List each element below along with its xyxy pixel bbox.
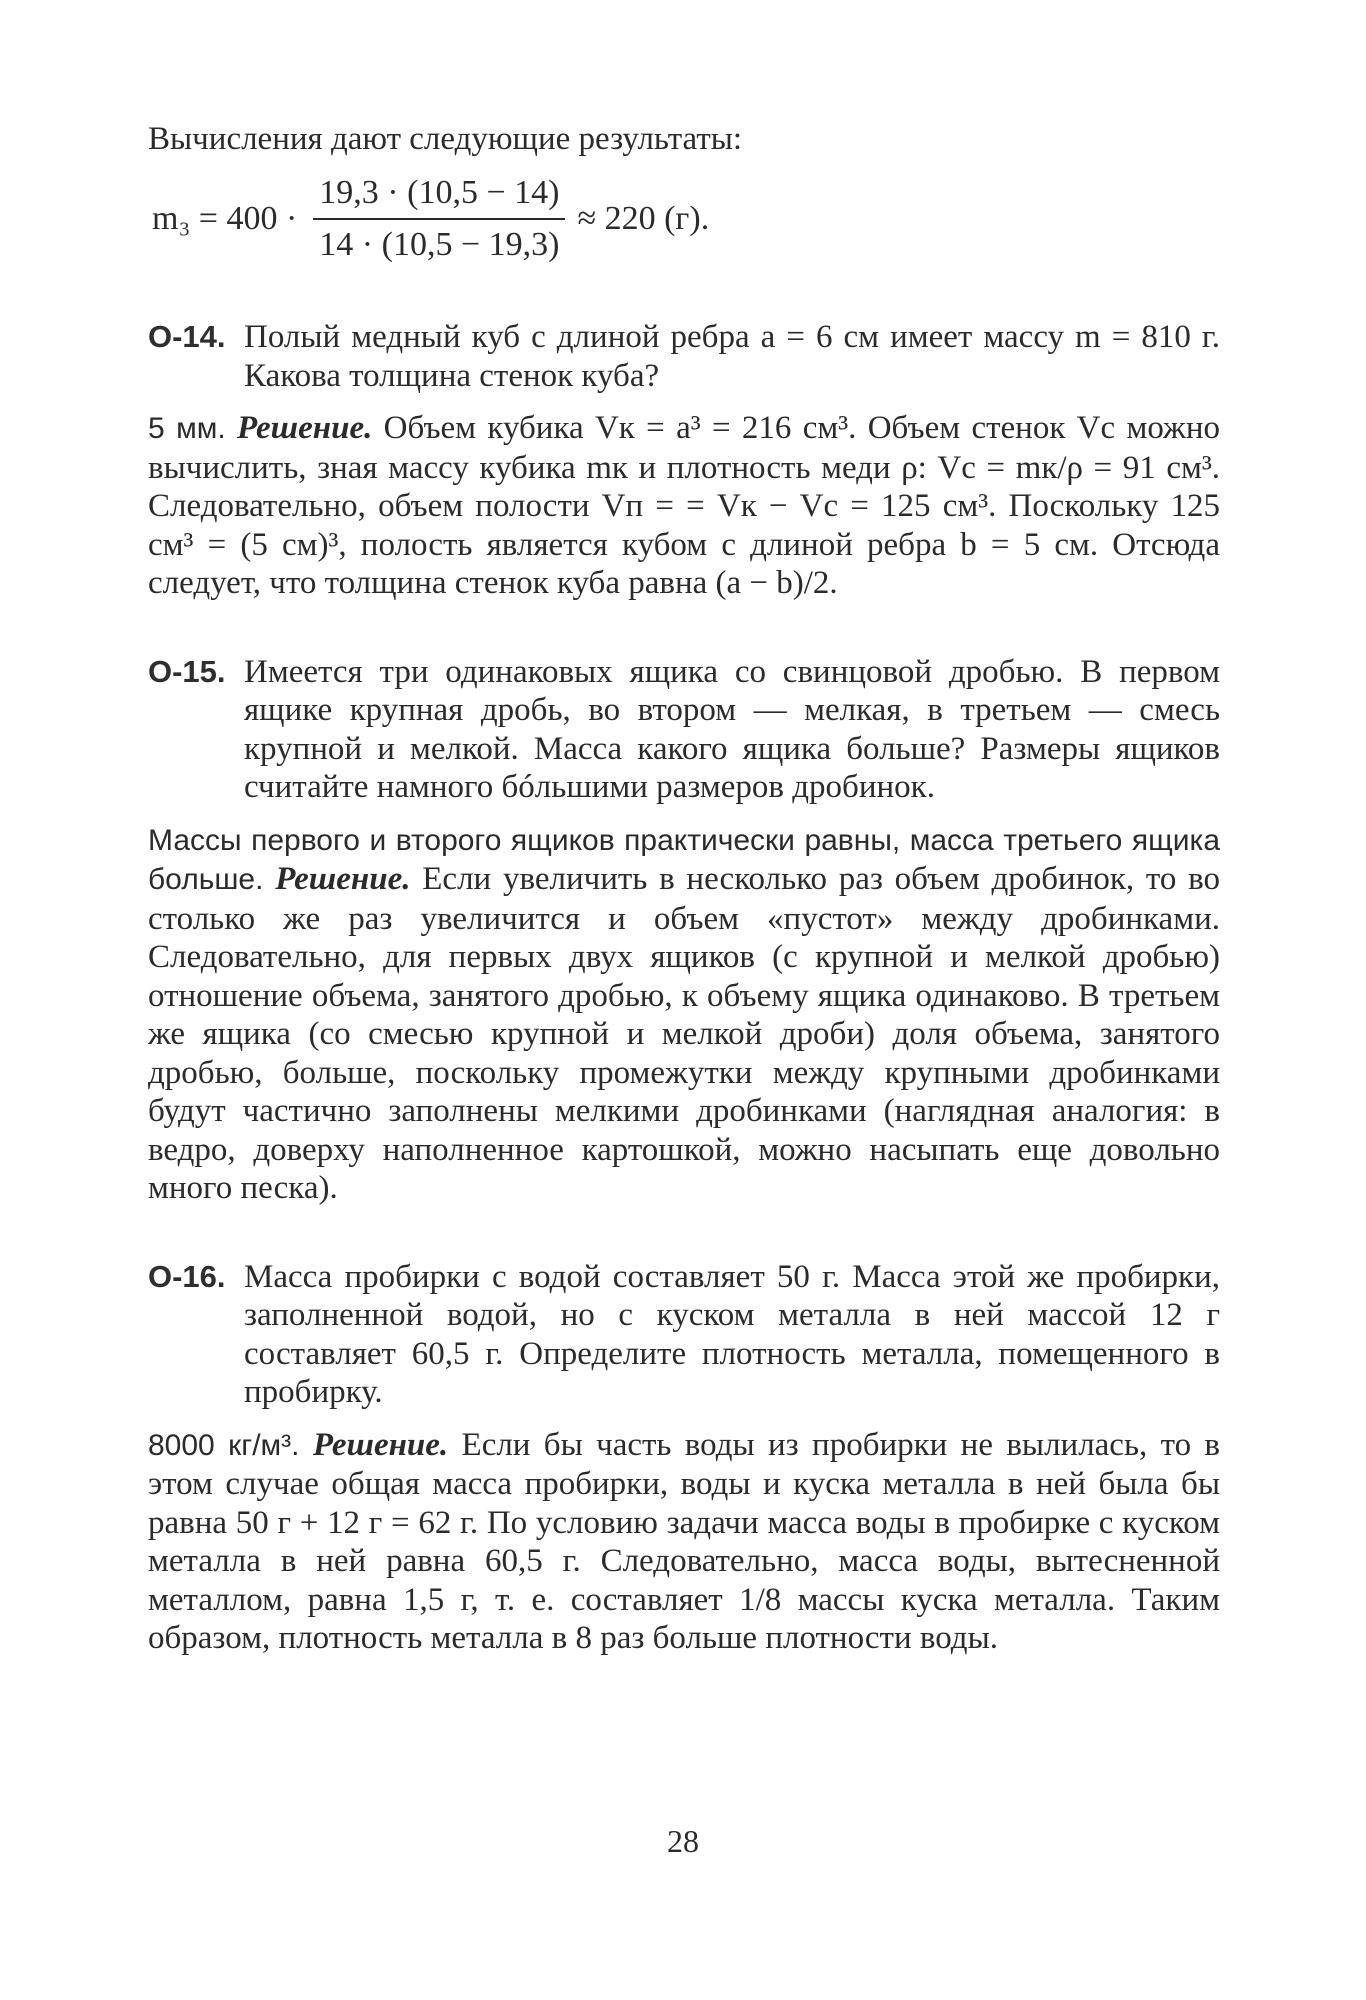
solution-text: Если бы часть воды из пробирки не вылилась, то в этом случае общая масса пробирки, воды и куска металла в ней была бы равна 50 г + 12 г = 62 г. По условию задачи масса воды в пробирке с куском металла в ней равна 60,5 г. Следовательно, масса воды, вытесненной металлом, равна 1,5 г, т. е. составляет 1/8 массы куска металла. Таким образом, плотность металла в 8 раз больше плотности воды. [148, 1426, 1220, 1656]
solution-text: Объем кубика Vк = a³ = 216 см³. Объем стенок Vс можно вычислить, зная массу кубика mк и плотность меди ρ: Vс = mк/ρ = 91 см³. Следовательно, объем полости Vп = = Vк − Vс = 125 см³. Поскольку 125 см³ = (5 см)³, полость является кубом с длиной ребра b = 5 см. Отсюда следует, что толщина стенок куба равна (a − b)/2. [148, 410, 1221, 601]
problem-o14 [148, 318, 1220, 395]
mass-formula [152, 164, 1220, 274]
problem-text: Имеется три одинаковых ящика со свинцовой дробью. В первом ящике крупная дробь, во втором — мелкая, в третьем — смесь крупной и мелкой. Масса какого ящика больше? Размеры ящиков считайте намного бóльшими размеров дробинок. [244, 653, 1220, 805]
answer-o15 [148, 821, 1220, 1208]
page-content [148, 120, 1220, 1658]
formula-numerator: 19,3 · (10,5 − 14) [313, 174, 565, 220]
solution-text: Если увеличить в несколько раз объем дробинок, то во столько же раз увеличится и объем «пустот» между дробинками. Следовательно, для первых двух ящиков (с крупной и мелкой дробью) отношение объема, занятого дробью, к объему ящика одинаково. В третьем же ящика (со смесью крупной и мелкой дроби) доля объема, занятого дробью, больше, поскольку промежутки между крупными дробинками будут частично заполнены мелкими дробинками (наглядная аналогия: в ведро, доверху наполненное картошкой, можно насыпать еще довольно много песка). [148, 861, 1221, 1206]
formula-rhs: ≈ 220 (г). [577, 200, 710, 237]
answer-text: 5 мм. [148, 412, 226, 445]
problem-text: Масса пробирки с водой составляет 50 г. Масса этой же пробирки, заполненной водой, но с куском металла в ней массой 12 г составляет 60,5 г. Определите плотность металла, помещенного в пробирку. [244, 1258, 1220, 1410]
formula-fraction [313, 174, 565, 264]
problem-text: Полый медный куб с длиной ребра a = 6 см имеет массу m = 810 г. Какова толщина стенок куба? [244, 319, 1220, 394]
page-number: 28 [667, 1823, 699, 1859]
problem-number: О-14. [148, 319, 226, 354]
answer-o14 [148, 409, 1220, 603]
formula-lhs: m₃ = 400 · [152, 200, 298, 237]
problem-o15 [148, 653, 1220, 807]
problem-number: О-15. [148, 653, 226, 689]
formula-denominator: 14 · (10,5 − 19,3) [319, 226, 560, 263]
problem-o16 [148, 1258, 1220, 1412]
solution-label: Решение. [237, 410, 373, 446]
intro-text: Вычисления дают следующие результаты: [148, 121, 743, 157]
solution-label: Решение. [312, 1426, 449, 1463]
answer-o16 [148, 1426, 1220, 1658]
solution-label: Решение. [275, 861, 411, 897]
answer-text: Массы первого и второго ящиков практически равны, масса третьего ящика больше. [148, 823, 1220, 896]
problem-number: О-16. [148, 1258, 226, 1294]
answer-text: 8000 кг/м³. [148, 1428, 300, 1462]
